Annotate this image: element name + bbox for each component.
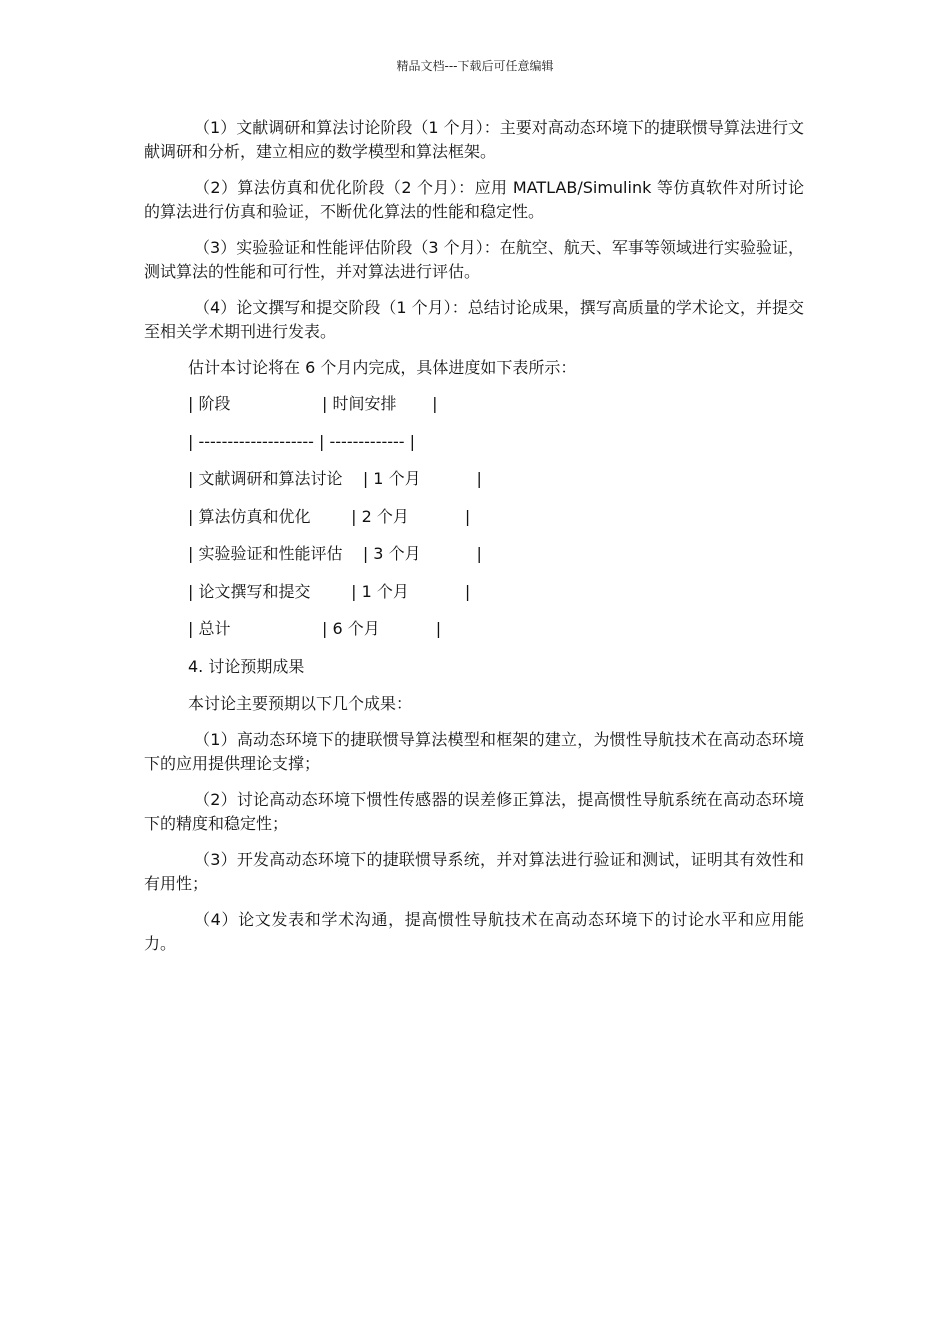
phase-paragraph: （1）文献调研和算法讨论阶段（1 个月）：主要对高动态环境下的捷联惯导算法进行文献调研和分析，建立相应的数学模型和算法框架。 <box>144 118 804 161</box>
table-line: | 实验验证和性能评估 | 3 个月 | <box>188 544 482 563</box>
outcome-paragraph: （2）讨论高动态环境下惯性传感器的误差修正算法，提高惯性导航系统在高动态环境下的精度和稳定性； <box>144 790 804 833</box>
table-line: | 文献调研和算法讨论 | 1 个月 | <box>188 469 482 488</box>
phase-paragraph: （4）论文撰写和提交阶段（1 个月）：总结讨论成果，撰写高质量的学术论文，并提交至相关学术期刊进行发表。 <box>144 298 804 341</box>
phase-paragraph: （3）实验验证和性能评估阶段（3 个月）：在航空、航天、军事等领域进行实验验证，测试算法的性能和可行性，并对算法进行评估。 <box>144 238 804 281</box>
document-body <box>144 116 804 968</box>
table-line: | 阶段 | 时间安排 | <box>188 394 438 413</box>
outcome-paragraph: （3）开发高动态环境下的捷联惯导系统，并对算法进行验证和测试，证明其有效性和有用性； <box>144 850 804 893</box>
outcomes-intro: 本讨论主要预期以下几个成果： <box>188 694 413 713</box>
estimate-text: 估计本讨论将在 6 个月内完成，具体进度如下表所示： <box>188 358 577 377</box>
page-header: 精品文档---下载后可任意编辑 <box>396 59 554 73</box>
outcome-paragraph: （1）高动态环境下的捷联惯导算法模型和框架的建立，为惯性导航技术在高动态环境下的应用提供理论支撑； <box>144 730 804 773</box>
phase-paragraph: （2）算法仿真和优化阶段（2 个月）：应用 MATLAB/Simulink 等仿真软件对所讨论的算法进行仿真和验证，不断优化算法的性能和稳定性。 <box>144 178 804 221</box>
table-line: | 总计 | 6 个月 | <box>188 619 442 638</box>
section-title: 4. 讨论预期成果 <box>188 656 305 676</box>
table-line: | 论文撰写和提交 | 1 个月 | <box>188 581 471 601</box>
table-line: | 算法仿真和优化 | 2 个月 | <box>188 506 471 526</box>
outcome-paragraph: （4）论文发表和学术沟通，提高惯性导航技术在高动态环境下的讨论水平和应用能力。 <box>144 910 804 953</box>
table-line: | -------------------- | ------------- | <box>188 431 416 451</box>
